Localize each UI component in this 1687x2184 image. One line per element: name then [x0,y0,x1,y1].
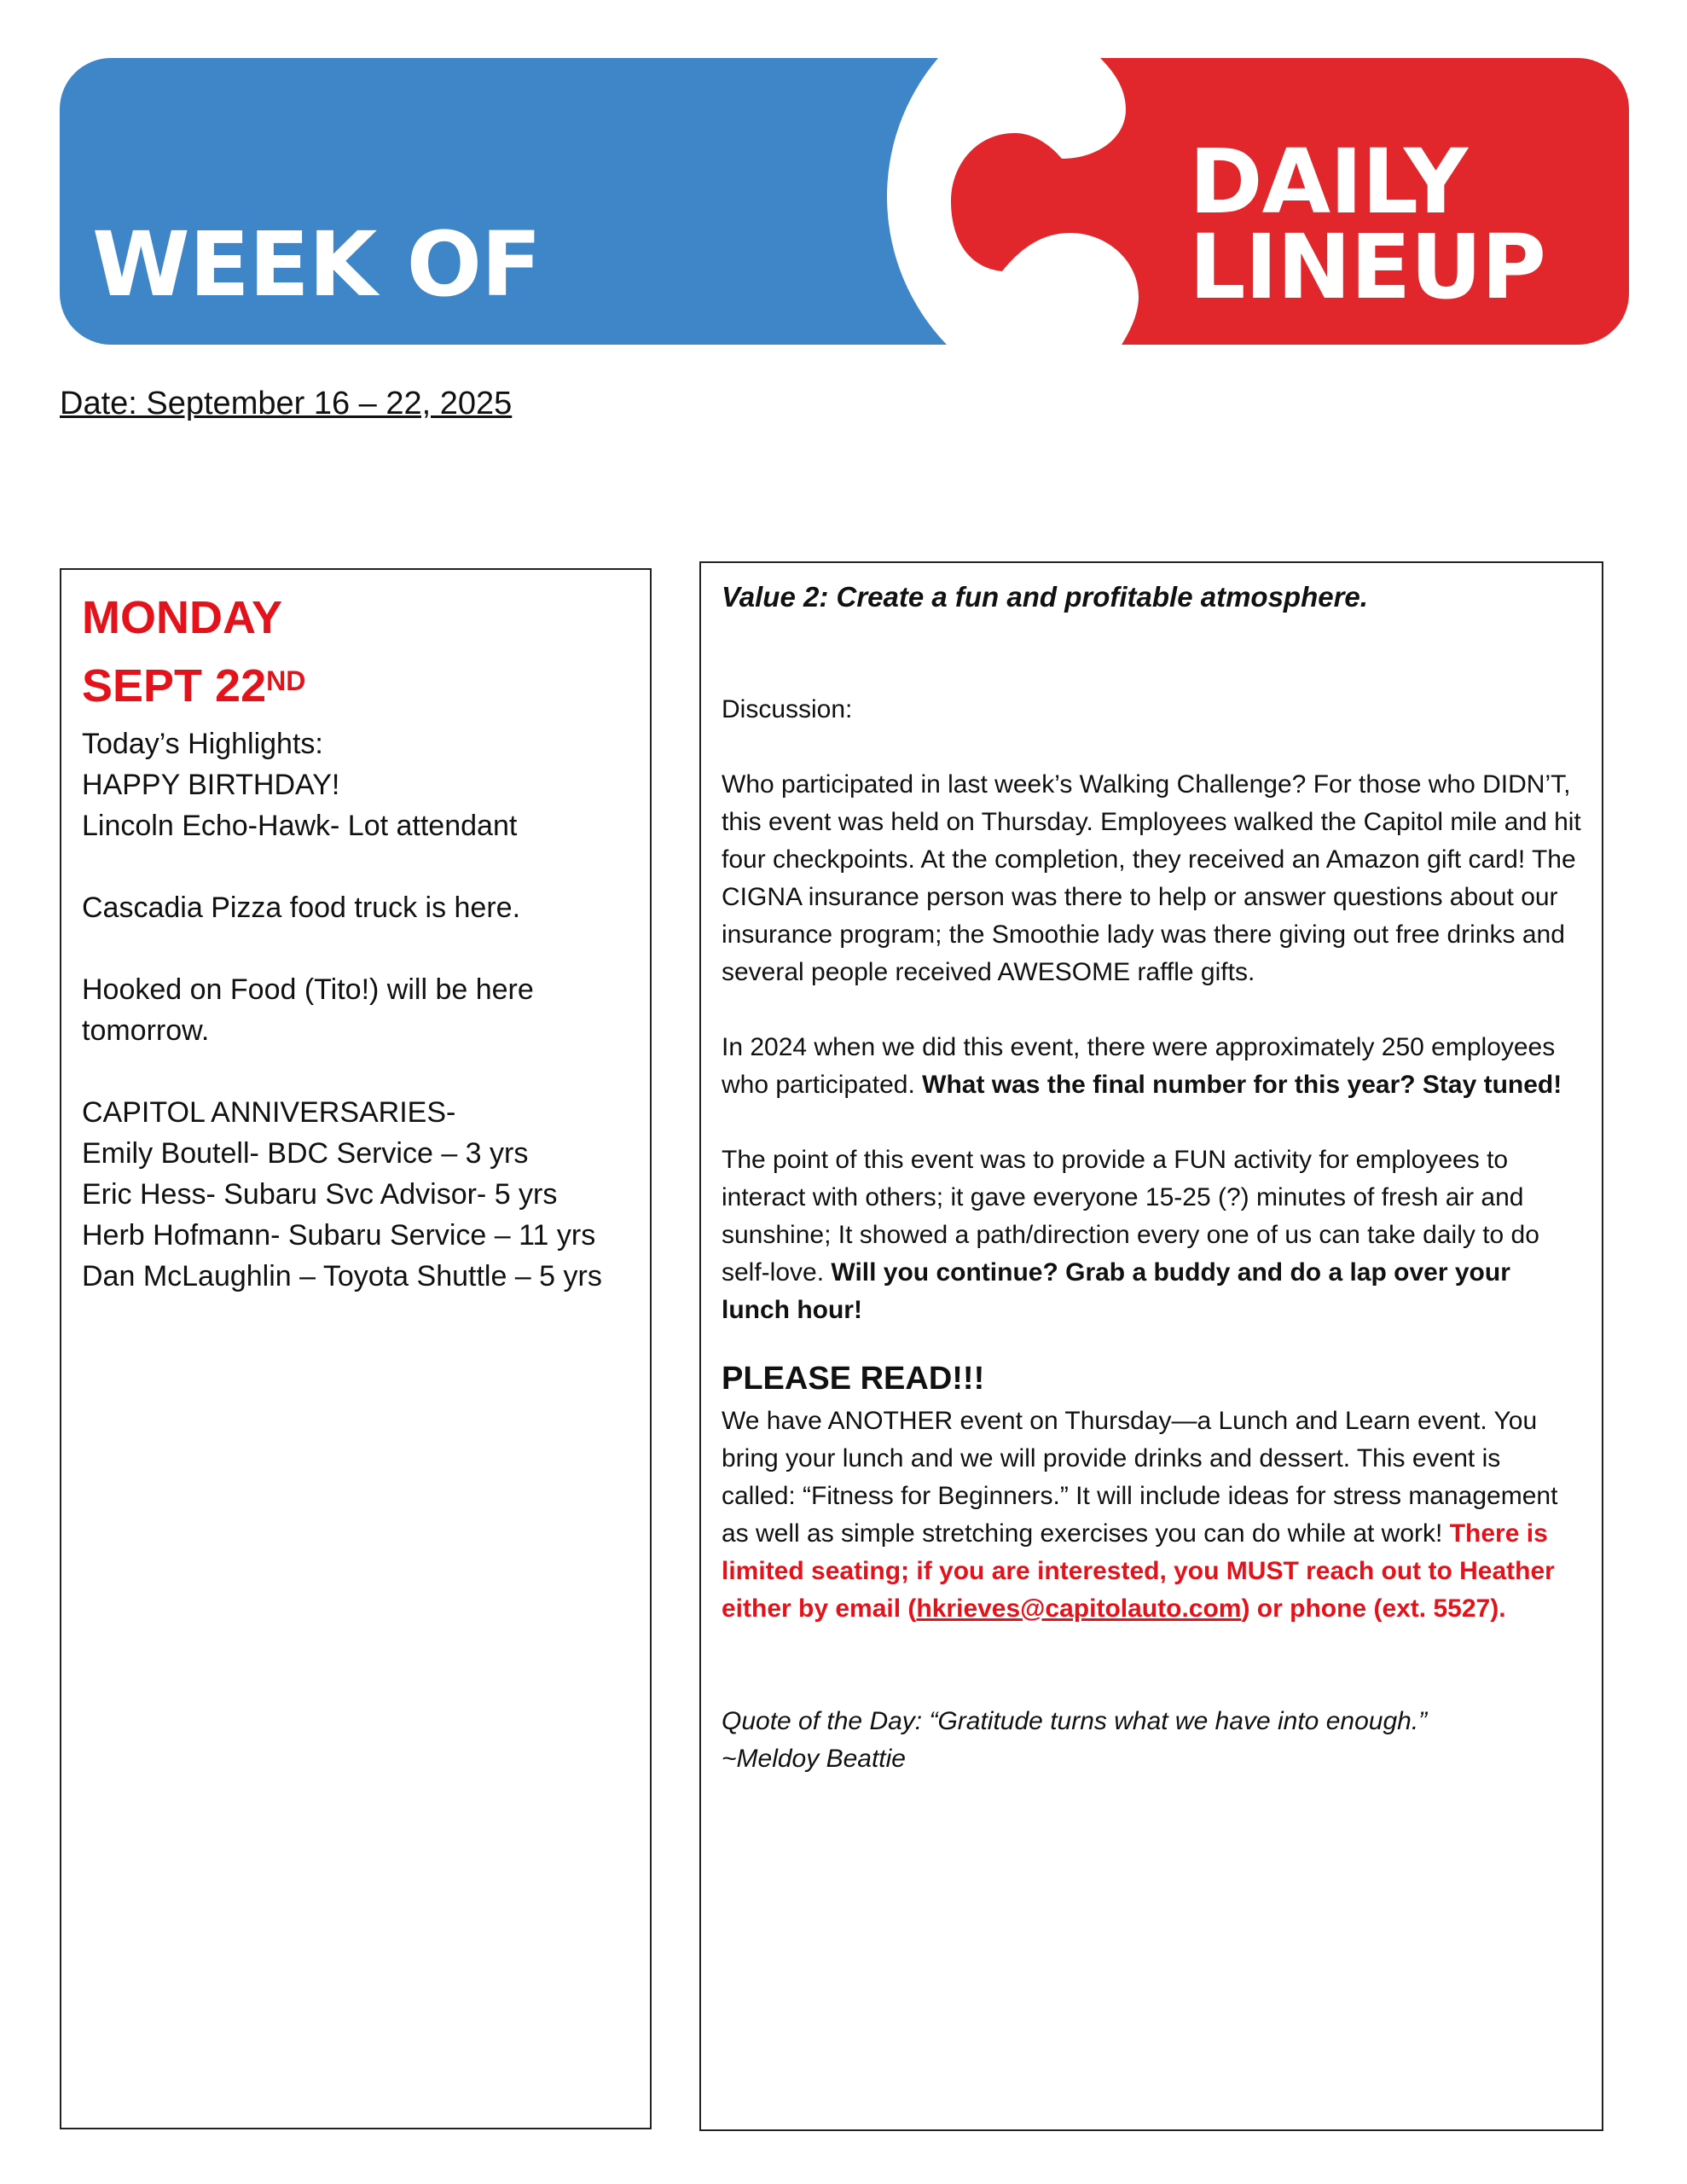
quote-author: ~Meldoy Beattie [722,1745,906,1773]
discussion-box [699,561,1603,2131]
day-date [82,652,629,720]
quote-of-the-day: Quote of the Day: “Gratitude turns what we have into enough.” [722,1707,1428,1735]
daily-lineup-heading [1189,130,1545,319]
paragraph-purpose-bold: Will you continue? Grab a buddy and do a lap over your lunch hour! [722,1258,1510,1324]
paragraph-walking-challenge: Who participated in last week’s Walking Challenge? For those who DIDN’T, this event was held on Thursday. Employees walked the Capitol mile and hit four checkpoints. At the completion, they received an Amazon gift card! The CIGNA insurance person was there to help or answer questions about our insurance program; the Smoothie lady was there giving out free drinks and several people received AWESOME raffle gifts. [722,770,1581,986]
list-item: Hooked on Food (Tito!) will be here [82,973,534,1006]
paragraph-lunch-red-2: ) or phone (ext. 5527). [1241,1594,1506,1623]
list-item: Emily Boutell- BDC Service – 3 yrs [82,1137,529,1170]
value-title: Value 2: Create a fun and profitable atmosphere. [722,581,1368,613]
list-item: tomorrow. [82,1014,210,1047]
daily-highlights-box [60,568,652,2129]
day-name: MONDAY [82,592,283,643]
week-of-heading: WEEK OF [92,212,542,317]
list-item: Dan McLaughlin – Toyota Shuttle – 5 yrs [82,1260,602,1292]
list-item: Eric Hess- Subaru Svc Advisor- 5 yrs [82,1178,558,1211]
day-date-text: SEPT 22 [82,660,267,712]
day-date-suffix: ND [266,665,306,696]
list-item: CAPITOL ANNIVERSARIES- [82,1096,456,1129]
list-item [82,1051,629,1092]
list-item [82,846,629,887]
paragraph-participation [722,1029,1581,1104]
daily-lineup-line-2: LINEUP [1189,215,1545,319]
list-item: Today’s Highlights: [82,728,323,760]
email-link[interactable]: hkrieves@capitolauto.com [916,1594,1242,1623]
daily-lineup-line-1: DAILY [1189,130,1468,234]
paragraph-lunch-learn [722,1403,1581,1628]
paragraph-purpose-text: The point of this event was to provide a FUN activity for employees to interact with others; it gave everyone 15-25 (?) minutes of fresh air and sunshine; It showed a path/direction every one of us can take daily to do self-love. [722,1146,1539,1287]
paragraph-event-purpose [722,1141,1581,1329]
paragraph-lunch-text: We have ANOTHER event on Thursday—a Lunch and Learn event. You bring your lunch and we will provide drinks and dessert. This event is called: “Fitness for Beginners.” It will include ideas for stress management as well as simple stretching exercises you can do while at work! [722,1407,1558,1548]
paragraph-participation-text: In 2024 when we did this event, there were approximately 250 employees who participated. [722,1033,1556,1099]
discussion-label: Discussion: [722,695,853,723]
list-item: Herb Hofmann- Subaru Service – 11 yrs [82,1219,596,1252]
please-read-heading: PLEASE READ!!! [722,1361,985,1397]
list-item: Cascadia Pizza food truck is here. [82,892,521,924]
highlights-list [82,723,629,1297]
date-range: Date: September 16 – 22, 2025 [60,386,513,421]
header-banner [60,58,1629,345]
list-item: HAPPY BIRTHDAY! [82,769,340,801]
paragraph-participation-bold: What was the final number for this year? Stay tuned! [922,1071,1562,1099]
list-item [82,928,629,969]
list-item: Lincoln Echo-Hawk- Lot attendant [82,810,518,842]
paragraph-lunch-red-1: There is limited seating; if you are interested, you MUST reach out to Heather either by email ( [722,1519,1555,1623]
